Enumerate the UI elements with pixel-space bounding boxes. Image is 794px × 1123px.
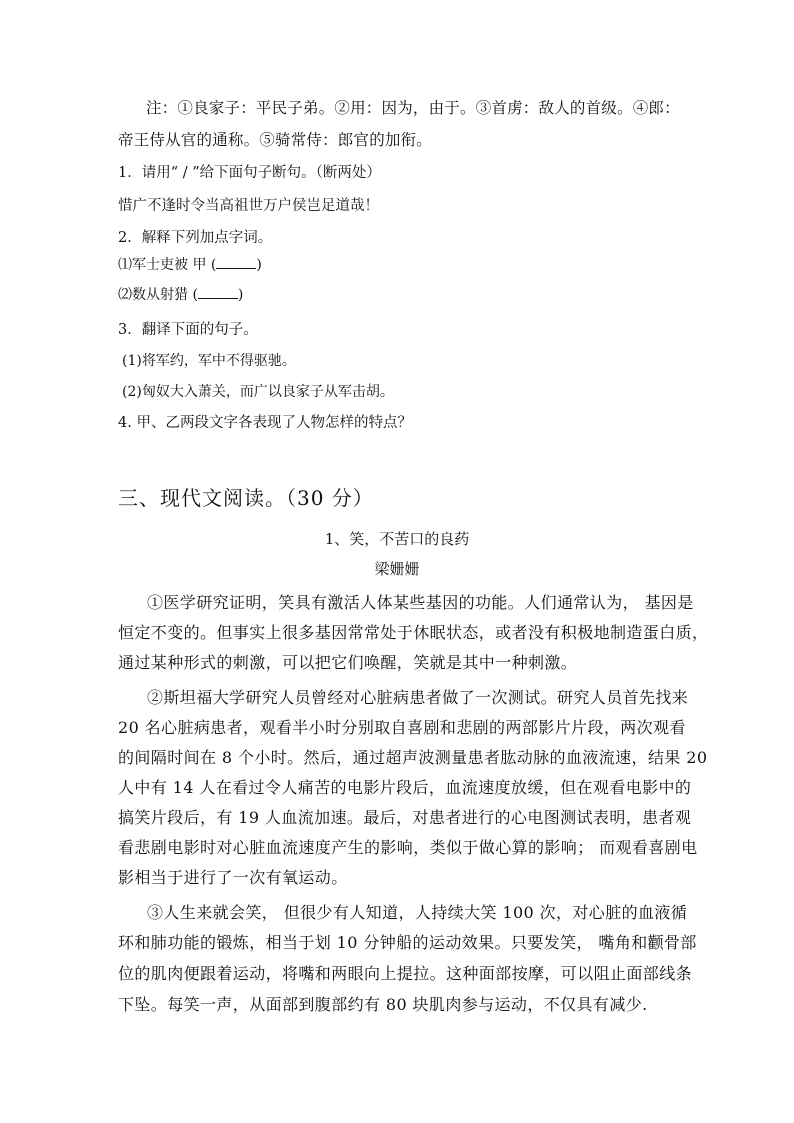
question-2-item-b <box>118 284 243 305</box>
question-2-item-a-text: ⑴军士吏被 甲 ( <box>118 257 217 273</box>
paragraph-line: 影相当于进行了一次有氧运动。 <box>118 868 348 887</box>
notes-line-2: 帝王侍从官的通称。⑤骑常侍：郎官的加衔。 <box>118 131 433 149</box>
article-author: 梁姗姗 <box>374 560 420 578</box>
paragraph-line: 下坠。每笑一声，从面部到腹部约有 80 块肌肉参与运动，不仅具有减少. <box>118 995 648 1014</box>
question-1: 1．请用“ / ”给下面句子断句。（断两处） <box>118 165 381 181</box>
paragraph-line: 20 名心脏病患者，观看半小时分别取自喜剧和悲剧的两部影片片段，两次观看 <box>118 718 686 737</box>
paragraph-line: ②斯坦福大学研究人员曾经对心脏病患者做了一次测试。研究人员首先找来 <box>147 688 689 707</box>
question-3-item-b: (2)匈奴大入萧关，而广以良家子从军击胡。 <box>122 384 394 400</box>
paragraph-line: ③人生来就会笑， 但很少有人知道，人持续大笑 100 次，对心脏的血液循 <box>147 903 688 922</box>
question-2-item-b-close: ) <box>237 287 244 303</box>
notes-line-1: 注：①良家子：平民子弟。②用：因为，由于。③首虏：敌人的首级。④郎： <box>146 99 680 117</box>
answer-blank[interactable] <box>216 254 256 269</box>
question-3-item-a: (1)将军约，军中不得驱驰。 <box>122 353 296 369</box>
paragraph-line: 的间隔时间在 8 个小时。然后，通过超声波测量患者肱动脉的血液流速，结果 20 <box>118 748 708 767</box>
paragraph-line: 位的肌肉便跟着运动，将嘴和两眼向上提拉。这种面部按摩，可以阻止面部线条 <box>118 964 693 983</box>
question-1-sentence: 惜广不逢时令当高祖世万户侯岂足道哉！ <box>118 198 379 214</box>
paragraph-line: 环和肺功能的锻炼，相当于划 10 分钟船的运动效果。只要发笑， 嘴角和颧骨部 <box>118 933 697 952</box>
paragraph-line: 通过某种形式的刺激，可以把它们唤醒，笑就是其中一种刺激。 <box>118 653 578 672</box>
question-3: 3．翻译下面的句子。 <box>118 322 258 338</box>
section-heading: 三、现代文阅读。（30 分） <box>118 486 374 510</box>
question-2-item-a-close: ) <box>256 257 262 273</box>
paragraph-line: 看悲剧电影时对心脏血流速度产生的影响，类似于做心算的影响； 而观看喜剧电 <box>118 838 698 857</box>
question-4: 4. 甲、乙两段文字各表现了人物怎样的特点？ <box>118 415 412 431</box>
paragraph-line: ①医学研究证明，笑具有激活人体某些基因的功能。人们通常认为， 基因是 <box>147 593 694 612</box>
question-2-item-b-text: ⑵数从射猎 ( <box>118 287 198 303</box>
answer-blank[interactable] <box>198 284 238 299</box>
question-2: 2．解释下列加点字词。 <box>118 230 273 246</box>
paragraph-line: 人中有 14 人在看过令人痛苦的电影片段后，血流速度放缓，但在观看电影中的 <box>118 778 692 797</box>
paragraph-line: 恒定不变的。但事实上很多基因常常处于休眠状态，或者没有积极地制造蛋白质， <box>118 623 709 642</box>
article-title: 1、笑，不苦口的良药 <box>324 530 470 548</box>
paragraph-line: 搞笑片段后，有 19 人血流加速。最后，对患者进行的心电图测试表明，患者观 <box>118 808 692 827</box>
question-2-item-a <box>118 254 262 275</box>
